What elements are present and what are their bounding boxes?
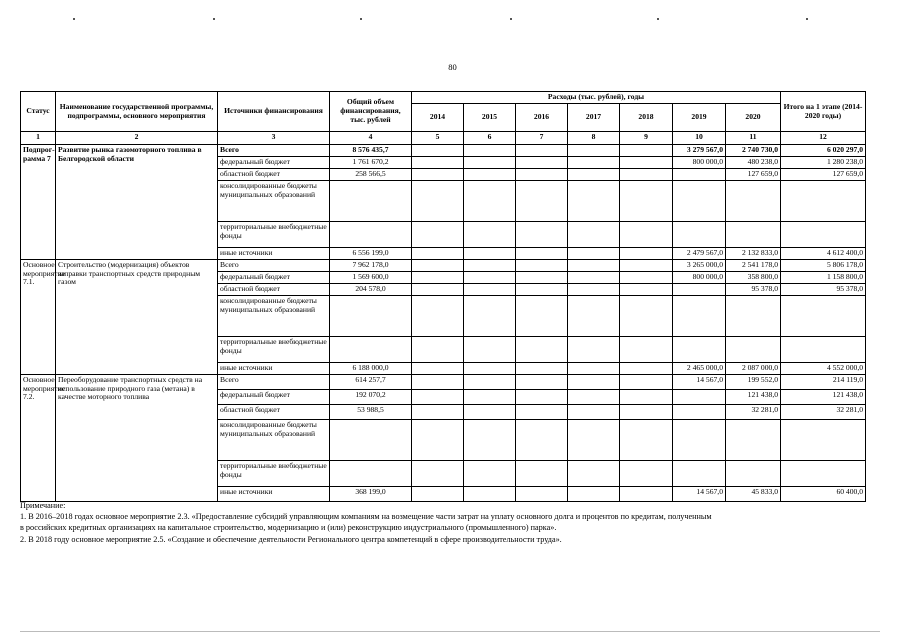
- source-cell: областной бюджет: [218, 169, 330, 181]
- year-cell: [412, 337, 464, 363]
- year-cell: [464, 181, 516, 222]
- row-name: Переоборудование транспортных средств на использование природного газа (метана) в качестве моторного топлива: [56, 375, 218, 502]
- source-cell: консолидированные бюджеты муниципальных образований: [218, 296, 330, 337]
- total-cell: [330, 461, 412, 487]
- year-cell: [412, 296, 464, 337]
- total-cell: 6 556 199,0: [330, 248, 412, 260]
- year-2020-cell: 127 659,0: [726, 169, 781, 181]
- year-cell: [568, 284, 620, 296]
- year-cell: [464, 420, 516, 461]
- year-cell: [412, 181, 464, 222]
- year-2019-cell: 14 567,0: [673, 375, 726, 390]
- header-year: 2014: [412, 104, 464, 132]
- column-index: 3: [218, 132, 330, 145]
- itogo-cell: 6 020 297,0: [781, 145, 866, 157]
- year-2019-cell: 14 567,0: [673, 487, 726, 502]
- year-cell: [516, 260, 568, 272]
- total-cell: 7 962 178,0: [330, 260, 412, 272]
- itogo-cell: [781, 296, 866, 337]
- year-cell: [464, 337, 516, 363]
- total-cell: 6 188 000,0: [330, 363, 412, 375]
- year-2019-cell: [673, 222, 726, 248]
- source-cell: иные источники: [218, 363, 330, 375]
- header-sources: Источники финансирования: [218, 92, 330, 132]
- year-cell: [516, 222, 568, 248]
- year-2019-cell: [673, 169, 726, 181]
- year-cell: [464, 222, 516, 248]
- year-cell: [464, 375, 516, 390]
- header-status: Статус: [21, 92, 56, 132]
- column-index: 12: [781, 132, 866, 145]
- year-cell: [464, 296, 516, 337]
- year-cell: [620, 248, 673, 260]
- row-status: Подпрог-рамма 7: [21, 145, 56, 260]
- table-row: [21, 260, 866, 272]
- year-cell: [568, 363, 620, 375]
- page-number: 80: [448, 62, 457, 72]
- year-cell: [412, 390, 464, 405]
- itogo-cell: 60 400,0: [781, 487, 866, 502]
- year-2020-cell: 358 800,0: [726, 272, 781, 284]
- year-cell: [464, 169, 516, 181]
- year-cell: [464, 248, 516, 260]
- year-2020-cell: 2 087 000,0: [726, 363, 781, 375]
- notes-title: Примечание:: [20, 501, 66, 510]
- year-cell: [412, 272, 464, 284]
- year-2020-cell: 2 132 833,0: [726, 248, 781, 260]
- year-cell: [464, 145, 516, 157]
- year-cell: [516, 145, 568, 157]
- year-cell: [464, 405, 516, 420]
- year-cell: [516, 157, 568, 169]
- itogo-cell: 4 612 400,0: [781, 248, 866, 260]
- year-2020-cell: [726, 420, 781, 461]
- scan-artifacts: [0, 18, 905, 22]
- year-cell: [516, 181, 568, 222]
- itogo-cell: 95 378,0: [781, 284, 866, 296]
- year-2020-cell: 2 740 730,0: [726, 145, 781, 157]
- header-year: 2019: [673, 104, 726, 132]
- year-cell: [412, 248, 464, 260]
- source-cell: Всего: [218, 375, 330, 390]
- year-cell: [516, 390, 568, 405]
- table-row: [21, 145, 866, 157]
- header-year: 2015: [464, 104, 516, 132]
- total-cell: 8 576 435,7: [330, 145, 412, 157]
- year-cell: [568, 260, 620, 272]
- year-cell: [412, 157, 464, 169]
- year-cell: [412, 420, 464, 461]
- year-2020-cell: [726, 181, 781, 222]
- itogo-cell: 32 281,0: [781, 405, 866, 420]
- year-cell: [620, 420, 673, 461]
- year-cell: [620, 363, 673, 375]
- year-cell: [568, 222, 620, 248]
- year-cell: [620, 461, 673, 487]
- year-2019-cell: [673, 420, 726, 461]
- itogo-cell: 1 158 800,0: [781, 272, 866, 284]
- year-cell: [516, 272, 568, 284]
- year-cell: [516, 405, 568, 420]
- total-cell: 204 578,0: [330, 284, 412, 296]
- year-2020-cell: 480 238,0: [726, 157, 781, 169]
- year-2019-cell: [673, 284, 726, 296]
- header-name: Наименование государственной программы, подпрограммы, основного мероприятия: [56, 92, 218, 132]
- year-cell: [620, 390, 673, 405]
- source-cell: областной бюджет: [218, 405, 330, 420]
- header-year: 2017: [568, 104, 620, 132]
- column-index: 2: [56, 132, 218, 145]
- itogo-cell: [781, 181, 866, 222]
- source-cell: Всего: [218, 260, 330, 272]
- year-2019-cell: [673, 461, 726, 487]
- year-cell: [412, 145, 464, 157]
- source-cell: иные источники: [218, 248, 330, 260]
- total-cell: 614 257,7: [330, 375, 412, 390]
- year-2019-cell: [673, 390, 726, 405]
- year-cell: [620, 145, 673, 157]
- year-2019-cell: [673, 337, 726, 363]
- source-cell: федеральный бюджет: [218, 390, 330, 405]
- row-name: Развитие рынка газомоторного топлива в Белгородской области: [56, 145, 218, 260]
- year-cell: [516, 461, 568, 487]
- year-cell: [516, 363, 568, 375]
- total-cell: [330, 420, 412, 461]
- year-cell: [620, 284, 673, 296]
- year-cell: [516, 284, 568, 296]
- year-cell: [412, 363, 464, 375]
- total-cell: 1 761 670,2: [330, 157, 412, 169]
- year-cell: [620, 181, 673, 222]
- year-cell: [568, 390, 620, 405]
- itogo-cell: [781, 222, 866, 248]
- year-cell: [464, 284, 516, 296]
- column-index: 9: [620, 132, 673, 145]
- column-index-row: [21, 132, 866, 145]
- year-cell: [516, 337, 568, 363]
- year-2020-cell: [726, 222, 781, 248]
- itogo-cell: 5 806 178,0: [781, 260, 866, 272]
- year-cell: [516, 296, 568, 337]
- year-cell: [620, 337, 673, 363]
- column-index: 10: [673, 132, 726, 145]
- header-total: Общий объем финансирования, тыс. рублей: [330, 92, 412, 132]
- year-2019-cell: 800 000,0: [673, 157, 726, 169]
- year-2019-cell: 800 000,0: [673, 272, 726, 284]
- source-cell: федеральный бюджет: [218, 272, 330, 284]
- year-2020-cell: [726, 461, 781, 487]
- year-cell: [620, 296, 673, 337]
- source-cell: территориальные внебюджетные фонды: [218, 461, 330, 487]
- year-2019-cell: [673, 296, 726, 337]
- year-2020-cell: [726, 296, 781, 337]
- year-cell: [464, 260, 516, 272]
- row-name: Строительство (модернизация) объектов заправки транспортных средств природным газом: [56, 260, 218, 375]
- year-cell: [568, 337, 620, 363]
- total-cell: [330, 181, 412, 222]
- header-year: 2016: [516, 104, 568, 132]
- year-cell: [620, 375, 673, 390]
- itogo-cell: 4 552 000,0: [781, 363, 866, 375]
- itogo-cell: 127 659,0: [781, 169, 866, 181]
- header-expenses: Расходы (тыс. рублей), годы: [412, 92, 781, 104]
- year-cell: [620, 157, 673, 169]
- source-cell: территориальные внебюджетные фонды: [218, 337, 330, 363]
- year-2019-cell: 3 279 567,0: [673, 145, 726, 157]
- year-cell: [568, 169, 620, 181]
- year-cell: [620, 222, 673, 248]
- source-cell: консолидированные бюджеты муниципальных образований: [218, 181, 330, 222]
- year-cell: [568, 375, 620, 390]
- year-cell: [412, 461, 464, 487]
- total-cell: 258 566,5: [330, 169, 412, 181]
- year-cell: [620, 272, 673, 284]
- column-index: 1: [21, 132, 56, 145]
- source-cell: областной бюджет: [218, 284, 330, 296]
- total-cell: 1 569 600,0: [330, 272, 412, 284]
- year-cell: [620, 405, 673, 420]
- year-2020-cell: 121 438,0: [726, 390, 781, 405]
- itogo-cell: [781, 420, 866, 461]
- itogo-cell: [781, 337, 866, 363]
- year-cell: [516, 248, 568, 260]
- column-index: 7: [516, 132, 568, 145]
- year-2019-cell: 3 265 000,0: [673, 260, 726, 272]
- itogo-cell: 121 438,0: [781, 390, 866, 405]
- itogo-cell: 1 280 238,0: [781, 157, 866, 169]
- year-cell: [568, 157, 620, 169]
- year-cell: [516, 420, 568, 461]
- total-cell: 192 070,2: [330, 390, 412, 405]
- year-2020-cell: 32 281,0: [726, 405, 781, 420]
- source-cell: территориальные внебюджетные фонды: [218, 222, 330, 248]
- year-cell: [412, 375, 464, 390]
- year-2019-cell: 2 479 567,0: [673, 248, 726, 260]
- year-2020-cell: 2 541 178,0: [726, 260, 781, 272]
- total-cell: [330, 337, 412, 363]
- table-row: [21, 375, 866, 390]
- year-cell: [464, 272, 516, 284]
- year-2019-cell: [673, 181, 726, 222]
- itogo-cell: [781, 461, 866, 487]
- row-status: Основное мероприятие 7.1.: [21, 260, 56, 375]
- year-2020-cell: 199 552,0: [726, 375, 781, 390]
- total-cell: [330, 296, 412, 337]
- column-index: 6: [464, 132, 516, 145]
- note-line: 1. В 2016–2018 годах основное мероприятие 2.3. «Предоставление субсидий управляющим компаниям на возмещение части затрат на уплату основного долга и процентов по кредитам, полученным: [20, 512, 712, 522]
- year-cell: [464, 461, 516, 487]
- year-cell: [412, 284, 464, 296]
- column-index: 11: [726, 132, 781, 145]
- year-cell: [412, 405, 464, 420]
- note-line: в российских кредитных организациях на капитальное строительство, модернизацию и (или) реконструкцию индустриального (промышленного) парка».: [20, 523, 557, 533]
- year-cell: [568, 248, 620, 260]
- year-cell: [516, 375, 568, 390]
- year-2020-cell: 45 833,0: [726, 487, 781, 502]
- header-itogo: Итого на 1 этапе (2014-2020 годы): [781, 92, 866, 132]
- note-line: 2. В 2018 году основное мероприятие 2.5. «Создание и обеспечение деятельности Регионального центра компетенций в сфере производительности труда».: [20, 534, 562, 544]
- year-2020-cell: 95 378,0: [726, 284, 781, 296]
- total-cell: 368 199,0: [330, 487, 412, 502]
- year-cell: [568, 181, 620, 222]
- year-cell: [568, 420, 620, 461]
- year-cell: [568, 405, 620, 420]
- year-cell: [464, 390, 516, 405]
- financing-table: [20, 91, 866, 502]
- total-cell: [330, 222, 412, 248]
- year-cell: [568, 461, 620, 487]
- source-cell: федеральный бюджет: [218, 157, 330, 169]
- total-cell: 53 988,5: [330, 405, 412, 420]
- year-cell: [568, 145, 620, 157]
- row-status: Основное мероприятие 7.2.: [21, 375, 56, 502]
- year-cell: [568, 272, 620, 284]
- page-edge: [20, 631, 880, 632]
- year-cell: [464, 363, 516, 375]
- year-cell: [620, 260, 673, 272]
- year-2019-cell: 2 465 000,0: [673, 363, 726, 375]
- column-index: 8: [568, 132, 620, 145]
- year-cell: [568, 296, 620, 337]
- source-cell: Всего: [218, 145, 330, 157]
- header-year: 2020: [726, 104, 781, 132]
- column-index: 4: [330, 132, 412, 145]
- year-cell: [412, 260, 464, 272]
- source-cell: консолидированные бюджеты муниципальных образований: [218, 420, 330, 461]
- itogo-cell: 214 119,0: [781, 375, 866, 390]
- year-2020-cell: [726, 337, 781, 363]
- column-index: 5: [412, 132, 464, 145]
- year-2019-cell: [673, 405, 726, 420]
- year-cell: [412, 222, 464, 248]
- source-cell: иные источники: [218, 487, 330, 502]
- header-year: 2018: [620, 104, 673, 132]
- year-cell: [412, 169, 464, 181]
- notes: [20, 500, 880, 545]
- year-cell: [516, 169, 568, 181]
- year-cell: [620, 169, 673, 181]
- year-cell: [464, 157, 516, 169]
